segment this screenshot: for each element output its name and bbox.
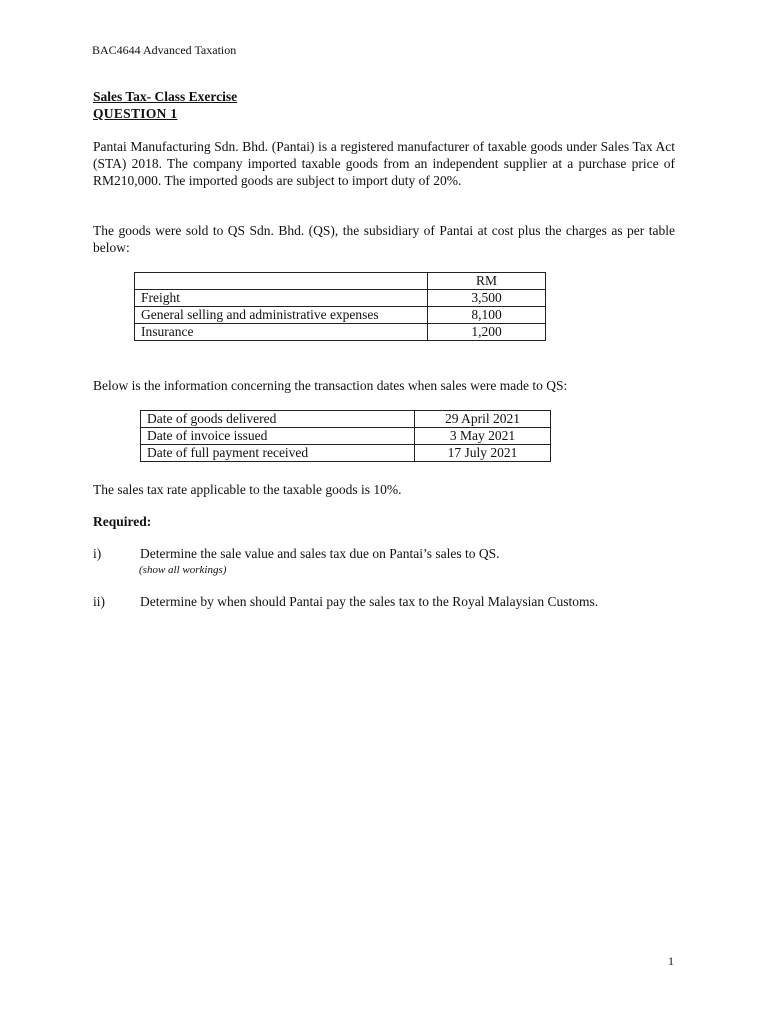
required-label: Required: [93, 514, 152, 529]
table-cell: 29 April 2021 [415, 411, 551, 428]
table-cell: 3,500 [428, 290, 546, 307]
table-cell: 17 July 2021 [415, 445, 551, 462]
document-header: BAC4644 Advanced Taxation [92, 43, 237, 57]
table-cell: General selling and administrative expenses [135, 307, 428, 324]
table-header-cell [135, 273, 428, 290]
table-row [141, 445, 551, 462]
table-header-row [135, 273, 546, 290]
question-text: Determine the sale value and sales tax due on Pantai’s sales to QS. [140, 546, 500, 561]
table-cell: 1,200 [428, 324, 546, 341]
table-row [135, 307, 546, 324]
page-number: 1 [668, 954, 674, 968]
table-header-cell: RM [428, 273, 546, 290]
table-cell: Freight [135, 290, 428, 307]
charges-table [134, 272, 546, 341]
exercise-title: Sales Tax- Class Exercise [93, 89, 238, 104]
question-text: Determine by when should Pantai pay the sales tax to the Royal Malaysian Customs. [140, 594, 599, 609]
table-cell: Insurance [135, 324, 428, 341]
question-number: i) [93, 546, 102, 561]
table-cell: Date of invoice issued [141, 428, 415, 445]
table-row [141, 411, 551, 428]
tax-rate-paragraph: The sales tax rate applicable to the taxable goods is 10%. [93, 482, 402, 497]
table-cell: 8,100 [428, 307, 546, 324]
goods-sold-paragraph: The goods were sold to QS Sdn. Bhd. (QS), the subsidiary of Pantai at cost plus the charges as per table below: [93, 223, 675, 255]
dates-intro-paragraph: Below is the information concerning the transaction dates when sales were made to QS: [93, 378, 568, 393]
table-row [141, 428, 551, 445]
table-cell: Date of full payment received [141, 445, 415, 462]
table-row [135, 290, 546, 307]
question-number: ii) [93, 594, 105, 609]
question-heading: QUESTION 1 [93, 106, 178, 121]
table-row [135, 324, 546, 341]
table-cell: 3 May 2021 [415, 428, 551, 445]
table-cell: Date of goods delivered [141, 411, 415, 428]
transaction-dates-table [140, 410, 551, 462]
intro-paragraph: Pantai Manufacturing Sdn. Bhd. (Pantai) is a registered manufacturer of taxable goods under Sales Tax Act (STA) 2018. The company imported taxable goods from an independent supplier at a purchase price of RM210,000. The imported goods are subject to import duty of 20%. [93, 139, 675, 188]
question-note: (show all workings) [139, 564, 227, 576]
